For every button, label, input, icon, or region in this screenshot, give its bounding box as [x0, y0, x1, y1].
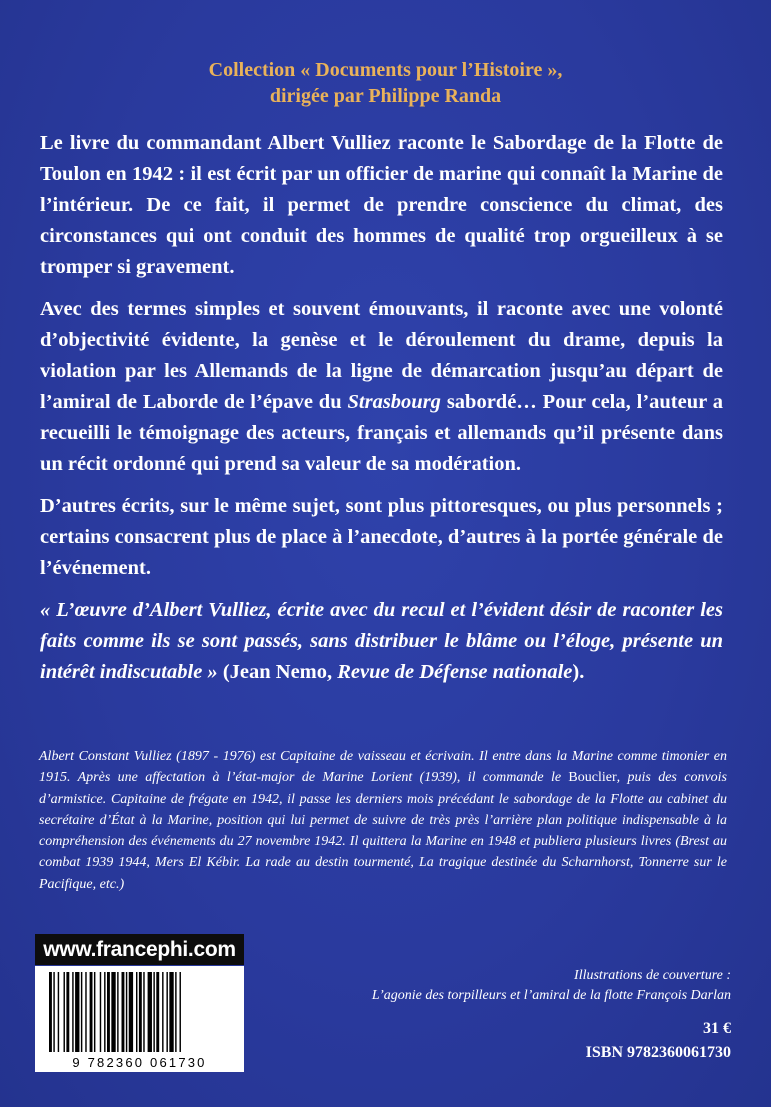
barcode-bar [72, 972, 73, 1052]
barcode-digits: 9 782360 061730 [72, 1055, 207, 1070]
illustrations-caption: L’agonie des torpilleurs et l’amiral de la flotte François Darlan [371, 988, 731, 1003]
barcode-bar [139, 972, 142, 1052]
review-quote: « L’œuvre d’Albert Vulliez, écrite avec du recul et l’évident désir de raconter les faits comme ils se sont passés, sans distribuer le blâme ou l’éloge, présente un intérêt indiscutable » (Jean Nemo, Revue de Défense nationale). [40, 599, 723, 683]
barcode-bar [81, 972, 82, 1052]
bio-ship-name: Bouclier [568, 770, 617, 786]
isbn-barcode [35, 966, 244, 1072]
barcode-bar [143, 972, 144, 1052]
barcode-bar [166, 972, 167, 1052]
barcode-bar [156, 972, 159, 1052]
collection-header [0, 57, 771, 109]
cover-illustrations-credit [311, 966, 731, 1006]
isbn-number: ISBN 9782360061730 [585, 1044, 731, 1061]
barcode-bar [136, 972, 137, 1052]
barcode-bar [180, 972, 181, 1052]
barcode-bar [90, 972, 93, 1052]
publisher-website: www.francephi.com [35, 934, 244, 965]
barcode-bar [100, 972, 101, 1052]
ship-name: Strasbourg [347, 391, 441, 413]
barcode-bar [75, 972, 79, 1052]
barcode-bar [111, 972, 115, 1052]
barcode-bar [53, 972, 54, 1052]
barcode-bar [66, 972, 69, 1052]
barcode-bar [122, 972, 125, 1052]
barcode-bar [94, 972, 95, 1052]
review-source: Revue de Défense nationale [337, 661, 573, 683]
summary-paragraph-2: Avec des termes simples et souvent émouvants, il raconte avec une volonté d’objectivité évidente, la genèse et le déroulement du drame, depuis la violation par les Allemands de la ligne de démarcation jusqu’au départ de l’amiral de Laborde de l’épave du Strasbourg sabordé… Pour cela, l’auteur a recueilli le témoignage des acteurs, français et allemands qu’il présente dans un récit ordonné qui prend sa valeur de sa modération. [40, 298, 723, 475]
barcode-bar [129, 972, 133, 1052]
summary-paragraph-1: Le livre du commandant Albert Vulliez raconte le Sabordage de la Flotte de Toulon en 1942 : il est écrit par un officier de marine qui connaît la Marine de l’intérieur. De ce fait, il permet de prendre conscience du climat, des circonstances qui ont conduit des hommes de qualité trop orgueilleux à se tromper si gravement. [40, 132, 723, 278]
barcode-bar [107, 972, 110, 1052]
barcode-bars [35, 966, 244, 1056]
barcode-bar [58, 972, 59, 1052]
barcode-bar [117, 972, 118, 1052]
barcode-bar [169, 972, 173, 1052]
barcode-bar [85, 972, 86, 1052]
barcode-bar [148, 972, 152, 1052]
barcode-bar [104, 972, 105, 1052]
illustrations-label: Illustrations de couverture : [574, 968, 731, 983]
collection-editor: dirigée par Philippe Randa [269, 85, 502, 107]
back-cover-summary [40, 128, 723, 699]
barcode-bar [126, 972, 127, 1052]
author-biography: Albert Constant Vulliez (1897 - 1976) est Capitaine de vaisseau et écrivain. Il entre dans la Marine comme timonier en 1915. Après une affectation à l’état-major de Marine Lorient (1939), il commande le Bouclier, puis des convois d’armistice. Capitaine de frégate en 1942, il passe les derniers mois précédant le sabordage de la Flotte au cabinet du secrétaire d’État à la Marine, position qui lui permet de suivre de très près l’arrière plan politique indispensable à la compréhension des événements du 27 novembre 1942. Il quittera la Marine en 1948 et publiera plusieurs livres (Brest au combat 1939 1944, Mers El Kébir. La rade au destin tourmenté, La tragique destinée du Scharnhorst, Tonnerre sur le Pacifique, etc.) [39, 749, 728, 892]
price: 31 € [703, 1020, 731, 1037]
barcode-bar [162, 972, 163, 1052]
barcode-bar [175, 972, 176, 1052]
barcode-bar [64, 972, 65, 1052]
summary-paragraph-3: D’autres écrits, sur le même sujet, sont plus pittoresques, ou plus personnels ; certains consacrent plus de place à l’anecdote, d’autres à la portée générale de l’événement. [40, 495, 723, 579]
collection-title: Collection « Documents pour l’Histoire », [208, 59, 563, 81]
barcode-bar [153, 972, 154, 1052]
barcode-bar [49, 972, 52, 1052]
